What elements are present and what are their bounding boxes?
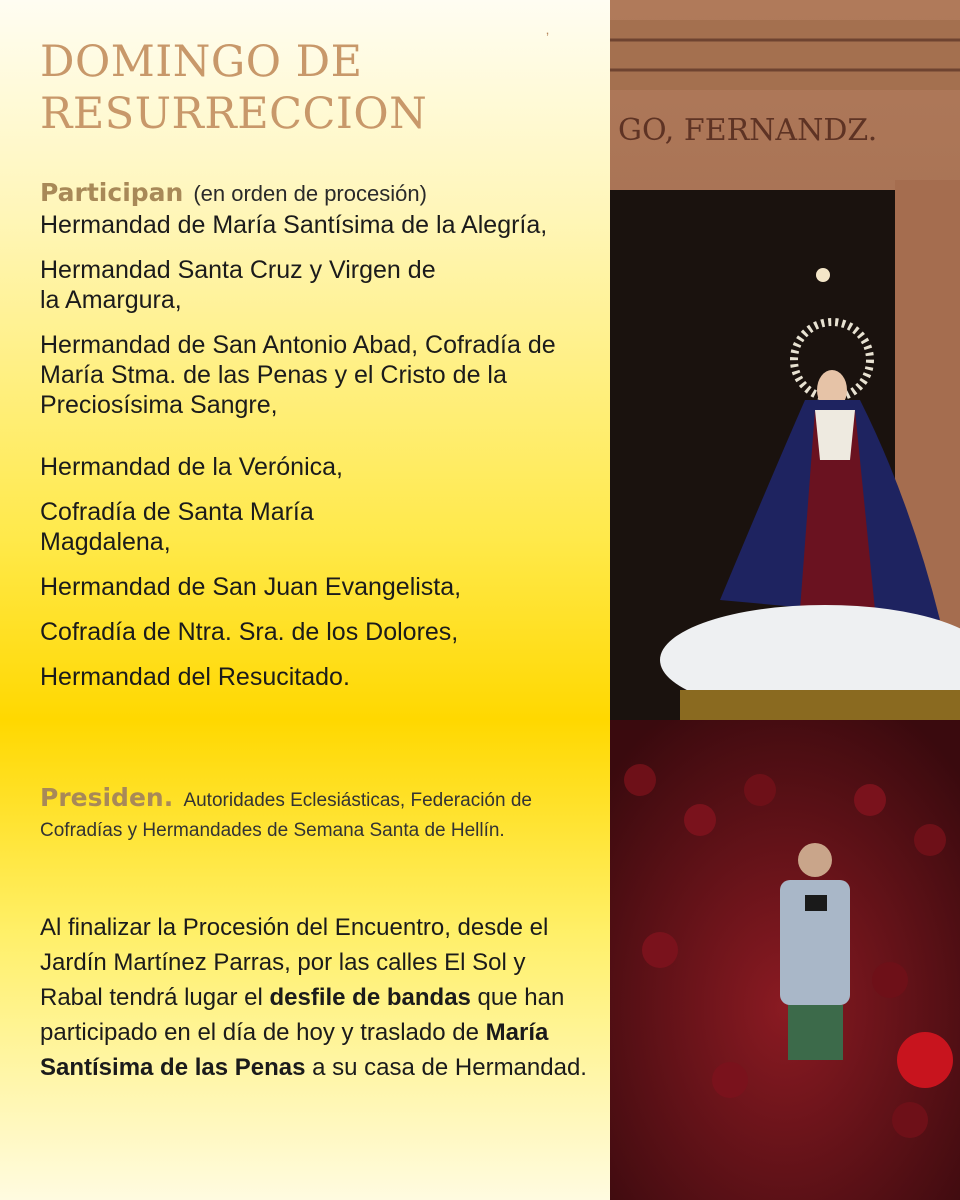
- final-bold-2: María Santísima de las Penas: [40, 1019, 549, 1081]
- list-item: Cofradía de Ntra. Sra. de los Dolores,: [40, 618, 459, 646]
- list-item: Hermandad de María Santísima de la Alegría,: [40, 211, 548, 239]
- presiden-text: Autoridades Eclesiásticas, Federación de Cofradías y Hermandades de Semana Santa de Hellín.: [40, 790, 532, 841]
- inscription: GO, FERNANDZ.: [618, 113, 878, 148]
- list-item: Cofradía de Santa María Magdalena,: [40, 498, 314, 556]
- list-item: Hermandad de San Juan Evangelista,: [40, 573, 462, 601]
- list-item: Hermandad Santa Cruz y Virgen de la Amargura,: [40, 256, 436, 314]
- participan-header: [40, 178, 427, 209]
- procession-photo: [610, 0, 960, 1200]
- list-item: Hermandad de la Verónica,: [40, 453, 343, 481]
- title-line-2: RESURRECCION: [40, 89, 428, 139]
- final-text-1: Al finalizar la Procesión del Encuentro, desde el Jardín Martínez Parras, por las calles El Sol y Rabal tendrá lugar el: [40, 914, 549, 1011]
- final-text-3: a su casa de Hermandad.: [305, 1054, 587, 1081]
- title-line-1: DOMINGO DE: [40, 37, 363, 87]
- participan-note: (en orden de procesión): [193, 181, 427, 206]
- final-text-2: que han participado en el día de hoy y traslado de: [40, 984, 565, 1046]
- list-item: Hermandad del Resucitado.: [40, 663, 350, 691]
- page-title: [40, 36, 427, 140]
- frieze: [610, 20, 960, 90]
- participants-list: [40, 210, 580, 707]
- final-bold-1: desfile de bandas: [269, 984, 471, 1011]
- decoration-mark: ʼ: [546, 30, 550, 46]
- presiden-block: [40, 783, 580, 846]
- lace-bodice: [815, 410, 855, 460]
- lamp: [816, 268, 830, 282]
- participan-label: Participan: [40, 178, 184, 207]
- red-flowers: [897, 1032, 953, 1088]
- presiden-label: Presiden.: [40, 783, 174, 812]
- list-item: Hermandad de San Antonio Abad, Cofradía de María Stma. de las Penas y el Cristo de la Preciosísima Sangre,: [40, 331, 556, 419]
- final-paragraph: [40, 910, 590, 1085]
